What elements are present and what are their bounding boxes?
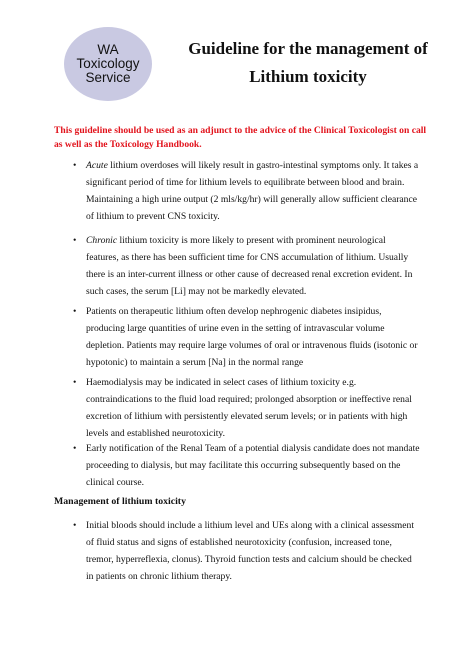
document-title-line-1: Guideline for the management of [188,39,428,58]
bullet-text: Initial bloods should include a lithium level and UEs along with a clinical assessment of fluid status and signs of established neurotoxicity (confusion, increased tone, tremor, hyperreflexia, clonus). Thyroid function tests and calcium should be checked in patients on chronic lithium therapy. [86,520,414,582]
bullet-lead: Chronic [86,235,118,246]
bullet-marker: • [73,306,77,317]
logo-line-1: WA [97,42,119,57]
adjunct-notice: This guideline should be used as an adjunct to the advice of the Clinical Toxicologist on call as well as the Toxicology Handbook. [54,125,427,150]
wa-toxicology-service-logo [64,27,152,101]
logo-line-3: Service [85,70,131,85]
bullet-body: lithium overdoses will likely result in gastro-intestinal symptoms only. It takes a significant period of time for lithium levels to equilibrate between blood and brain. Maintaining a high urine output (2 mls/kg/hr) will generally allow sufficient clearance of lithium to prevent CNS toxicity. [86,160,419,222]
bullet-lead: Acute [86,160,108,171]
bullet-text [86,157,420,225]
bullet-marker: • [73,160,77,171]
bullet-text: Patients on therapeutic lithium often develop nephrogenic diabetes insipidus, producing large quantities of urine even in the setting of intravascular volume depletion. Patients may require large volumes of oral or intravenous fluids (isotonic or hypotonic) to maintain a serum [Na] in the normal range [86,306,418,368]
bullet-body: lithium toxicity is more likely to present with prominent neurological features, as there has been sufficient time for CNS accumulation of lithium. Usually there is an inter-current illness or other cause of decreased renal excretion evident. In such cases, the serum [Li] may not be markedly elevated. [86,235,413,297]
bullet-marker: • [73,235,77,246]
bullet-marker: • [73,520,77,531]
bullet-text: Early notification of the Renal Team of a potential dialysis candidate does not mandate proceeding to dialysis, but may facilitate this occurring subsequently based on the clinical course. [86,443,420,488]
bullet-marker: • [73,443,77,454]
bullet-text [86,232,420,300]
document-title-line-2: Lithium toxicity [249,67,367,86]
section-heading-management: Management of lithium toxicity [54,496,186,507]
bullet-text: Haemodialysis may be indicated in select cases of lithium toxicity e.g. contraindications to the fluid load required; prolonged absorption or ineffective renal excretion of lithium with persistently elevated serum levels; or in patients with high levels and established neurotoxicity. [86,377,412,439]
bullet-marker: • [73,377,77,388]
logo-line-2: Toxicology [76,56,140,71]
